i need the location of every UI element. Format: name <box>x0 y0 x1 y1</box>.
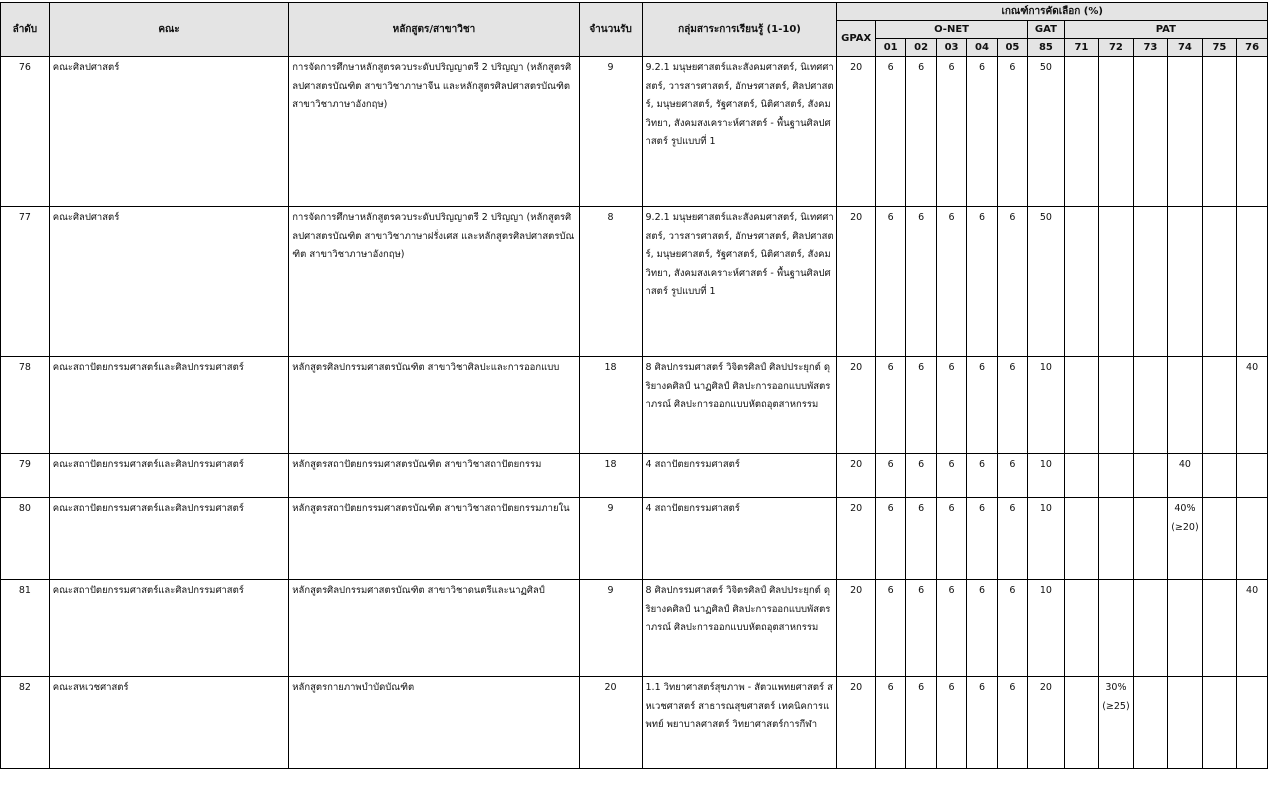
seats-cell: 18 <box>579 454 642 498</box>
gat-cell: 10 <box>1028 454 1065 498</box>
learning-group-cell: 9.2.1 มนุษยศาสตร์และสังคมศาสตร์, นิเทศศาสตร์, วารสารศาสตร์, อักษรศาสตร์, ศิลปศาสตร์, มนุษยศาสตร์, รัฐศาสตร์, นิติศาสตร์, สังคมวิทยา, สังคมสงเคราะห์ศาสตร์ - พื้นฐานศิลปศาสตร์ รูปแบบที่ 1 <box>642 207 837 357</box>
onet-cell: 6 <box>875 454 905 498</box>
pat-cell <box>1202 580 1237 677</box>
gpax-cell: 20 <box>837 677 876 769</box>
onet-cell: 6 <box>875 57 905 207</box>
gat-cell: 50 <box>1028 207 1065 357</box>
faculty-cell: คณะศิลปศาสตร์ <box>49 207 289 357</box>
header-pat-74: 74 <box>1168 39 1203 57</box>
pat-cell: 40 <box>1168 454 1203 498</box>
table-row <box>1 677 1268 769</box>
program-cell: หลักสูตรศิลปกรรมศาสตรบัณฑิต สาขาวิชาศิลปะและการออกแบบ <box>289 357 579 454</box>
pat-cell <box>1202 454 1237 498</box>
faculty-cell: คณะสหเวชศาสตร์ <box>49 677 289 769</box>
header-criteria: เกณฑ์การคัดเลือก (%) <box>837 3 1268 21</box>
onet-cell: 6 <box>967 677 997 769</box>
learning-group-cell: 1.1 วิทยาศาสตร์สุขภาพ - สัตวแพทยศาสตร์ สหเวชศาสตร์ สาธารณสุขศาสตร์ เทคนิคการแพทย์ พยาบาลศาสตร์ วิทยาศาสตร์การกีฬา <box>642 677 837 769</box>
table-header <box>1 3 1268 57</box>
onet-cell: 6 <box>967 454 997 498</box>
onet-cell: 6 <box>875 498 905 580</box>
pat-cell <box>1168 357 1203 454</box>
onet-cell: 6 <box>997 498 1027 580</box>
faculty-cell: คณะสถาปัตยกรรมศาสตร์และศิลปกรรมศาสตร์ <box>49 454 289 498</box>
onet-cell: 6 <box>936 207 966 357</box>
seats-cell: 9 <box>579 580 642 677</box>
pat-cell <box>1202 57 1237 207</box>
header-gpax: GPAX <box>837 21 876 57</box>
onet-cell: 6 <box>967 207 997 357</box>
admission-criteria-table <box>0 2 1268 769</box>
onet-cell: 6 <box>997 677 1027 769</box>
learning-group-cell: 9.2.1 มนุษยศาสตร์และสังคมศาสตร์, นิเทศศาสตร์, วารสารศาสตร์, อักษรศาสตร์, ศิลปศาสตร์, มนุษยศาสตร์, รัฐศาสตร์, นิติศาสตร์, สังคมวิทยา, สังคมสงเคราะห์ศาสตร์ - พื้นฐานศิลปศาสตร์ รูปแบบที่ 1 <box>642 57 837 207</box>
header-gat-85: 85 <box>1028 39 1065 57</box>
pat-cell: 40 <box>1237 357 1268 454</box>
onet-cell: 6 <box>936 454 966 498</box>
onet-cell: 6 <box>906 454 936 498</box>
program-cell: หลักสูตรกายภาพบำบัดบัณฑิต <box>289 677 579 769</box>
header-onet-01: 01 <box>875 39 905 57</box>
pat-cell <box>1202 207 1237 357</box>
pat-cell <box>1064 454 1099 498</box>
header-pat: PAT <box>1064 21 1267 39</box>
gat-cell: 20 <box>1028 677 1065 769</box>
pat-cell <box>1237 207 1268 357</box>
pat-cell <box>1099 580 1134 677</box>
pat-cell <box>1202 357 1237 454</box>
program-cell: การจัดการศึกษาหลักสูตรควบระดับปริญญาตรี 2 ปริญญา (หลักสูตรศิลปศาสตรบัณฑิต สาขาวิชาภาษาฝรั่งเศส และหลักสูตรศิลปศาสตรบัณฑิต สาขาวิชาภาษาอังกฤษ) <box>289 207 579 357</box>
pat-cell <box>1064 580 1099 677</box>
seats-cell: 18 <box>579 357 642 454</box>
pat-cell <box>1099 357 1134 454</box>
header-pat-71: 71 <box>1064 39 1099 57</box>
header-onet: O-NET <box>875 21 1027 39</box>
header-onet-02: 02 <box>906 39 936 57</box>
seats-cell: 9 <box>579 498 642 580</box>
pat-cell <box>1133 357 1168 454</box>
seats-cell: 8 <box>579 207 642 357</box>
table-row <box>1 57 1268 207</box>
onet-cell: 6 <box>906 357 936 454</box>
pat-cell <box>1099 207 1134 357</box>
pat-cell <box>1168 207 1203 357</box>
header-pat-76: 76 <box>1237 39 1268 57</box>
gat-cell: 10 <box>1028 498 1065 580</box>
table-row <box>1 498 1268 580</box>
admission-criteria-sheet <box>0 2 1268 769</box>
seats-cell: 20 <box>579 677 642 769</box>
seats-cell: 9 <box>579 57 642 207</box>
pat-cell <box>1064 677 1099 769</box>
gpax-cell: 20 <box>837 57 876 207</box>
pat-cell <box>1133 57 1168 207</box>
gpax-cell: 20 <box>837 498 876 580</box>
rank-cell: 77 <box>1 207 50 357</box>
onet-cell: 6 <box>997 454 1027 498</box>
learning-group-cell: 4 สถาปัตยกรรมศาสตร์ <box>642 454 837 498</box>
gpax-cell: 20 <box>837 454 876 498</box>
header-onet-04: 04 <box>967 39 997 57</box>
onet-cell: 6 <box>967 57 997 207</box>
table-row <box>1 580 1268 677</box>
faculty-cell: คณะสถาปัตยกรรมศาสตร์และศิลปกรรมศาสตร์ <box>49 580 289 677</box>
pat-cell <box>1237 57 1268 207</box>
header-pat-75: 75 <box>1202 39 1237 57</box>
gat-cell: 10 <box>1028 357 1065 454</box>
program-cell: การจัดการศึกษาหลักสูตรควบระดับปริญญาตรี 2 ปริญญา (หลักสูตรศิลปศาสตรบัณฑิต สาขาวิชาภาษาจีน และหลักสูตรศิลปศาสตรบัณฑิต สาขาวิชาภาษาอังกฤษ) <box>289 57 579 207</box>
pat-cell <box>1237 498 1268 580</box>
onet-cell: 6 <box>875 580 905 677</box>
onet-cell: 6 <box>967 357 997 454</box>
onet-cell: 6 <box>906 207 936 357</box>
onet-cell: 6 <box>906 580 936 677</box>
header-faculty: คณะ <box>49 3 289 57</box>
pat-cell <box>1133 677 1168 769</box>
rank-cell: 81 <box>1 580 50 677</box>
onet-cell: 6 <box>906 57 936 207</box>
pat-cell <box>1099 498 1134 580</box>
header-program: หลักสูตร/สาขาวิชา <box>289 3 579 57</box>
faculty-cell: คณะสถาปัตยกรรมศาสตร์และศิลปกรรมศาสตร์ <box>49 357 289 454</box>
rank-cell: 80 <box>1 498 50 580</box>
pat-cell <box>1168 677 1203 769</box>
onet-cell: 6 <box>936 57 966 207</box>
rank-cell: 82 <box>1 677 50 769</box>
header-rank: ลำดับ <box>1 3 50 57</box>
onet-cell: 6 <box>967 498 997 580</box>
pat-cell <box>1064 498 1099 580</box>
header-gat: GAT <box>1028 21 1065 39</box>
pat-cell <box>1064 207 1099 357</box>
pat-cell <box>1237 677 1268 769</box>
table-row <box>1 207 1268 357</box>
header-pat-73: 73 <box>1133 39 1168 57</box>
onet-cell: 6 <box>997 580 1027 677</box>
pat-cell: 30% (≥25) <box>1099 677 1134 769</box>
pat-cell <box>1133 580 1168 677</box>
pat-cell <box>1133 498 1168 580</box>
gpax-cell: 20 <box>837 580 876 677</box>
pat-cell <box>1099 57 1134 207</box>
gpax-cell: 20 <box>837 207 876 357</box>
pat-cell <box>1133 454 1168 498</box>
onet-cell: 6 <box>967 580 997 677</box>
faculty-cell: คณะสถาปัตยกรรมศาสตร์และศิลปกรรมศาสตร์ <box>49 498 289 580</box>
program-cell: หลักสูตรสถาปัตยกรรมศาสตรบัณฑิต สาขาวิชาสถาปัตยกรรมภายใน <box>289 498 579 580</box>
header-pat-72: 72 <box>1099 39 1134 57</box>
onet-cell: 6 <box>997 57 1027 207</box>
program-cell: หลักสูตรสถาปัตยกรรมศาสตรบัณฑิต สาขาวิชาสถาปัตยกรรม <box>289 454 579 498</box>
onet-cell: 6 <box>936 580 966 677</box>
rank-cell: 78 <box>1 357 50 454</box>
table-row <box>1 454 1268 498</box>
table-body <box>1 57 1268 769</box>
onet-cell: 6 <box>997 207 1027 357</box>
header-seats: จำนวนรับ <box>579 3 642 57</box>
onet-cell: 6 <box>997 357 1027 454</box>
onet-cell: 6 <box>936 498 966 580</box>
pat-cell <box>1202 677 1237 769</box>
pat-cell <box>1064 57 1099 207</box>
onet-cell: 6 <box>875 677 905 769</box>
pat-cell <box>1168 580 1203 677</box>
faculty-cell: คณะศิลปศาสตร์ <box>49 57 289 207</box>
gat-cell: 10 <box>1028 580 1065 677</box>
header-onet-03: 03 <box>936 39 966 57</box>
pat-cell: 40 <box>1237 580 1268 677</box>
program-cell: หลักสูตรศิลปกรรมศาสตรบัณฑิต สาขาวิชาดนตรีและนาฏศิลป์ <box>289 580 579 677</box>
onet-cell: 6 <box>875 207 905 357</box>
onet-cell: 6 <box>936 677 966 769</box>
onet-cell: 6 <box>906 677 936 769</box>
pat-cell <box>1133 207 1168 357</box>
pat-cell <box>1064 357 1099 454</box>
onet-cell: 6 <box>936 357 966 454</box>
pat-cell <box>1202 498 1237 580</box>
rank-cell: 76 <box>1 57 50 207</box>
table-row <box>1 357 1268 454</box>
pat-cell <box>1099 454 1134 498</box>
learning-group-cell: 4 สถาปัตยกรรมศาสตร์ <box>642 498 837 580</box>
learning-group-cell: 8 ศิลปกรรมศาสตร์ วิจิตรศิลป์ ศิลปประยุกต์ ดุริยางคศิลป์ นาฏศิลป์ ศิลปะการออกแบบพัสตราภรณ์ ศิลปะการออกแบบหัตถอุตสาหกรรม <box>642 357 837 454</box>
gpax-cell: 20 <box>837 357 876 454</box>
pat-cell <box>1237 454 1268 498</box>
onet-cell: 6 <box>906 498 936 580</box>
onet-cell: 6 <box>875 357 905 454</box>
rank-cell: 79 <box>1 454 50 498</box>
header-group: กลุ่มสาระการเรียนรู้ (1-10) <box>642 3 837 57</box>
pat-cell <box>1168 57 1203 207</box>
gat-cell: 50 <box>1028 57 1065 207</box>
pat-cell: 40% (≥20) <box>1168 498 1203 580</box>
header-onet-05: 05 <box>997 39 1027 57</box>
learning-group-cell: 8 ศิลปกรรมศาสตร์ วิจิตรศิลป์ ศิลปประยุกต์ ดุริยางคศิลป์ นาฏศิลป์ ศิลปะการออกแบบพัสตราภรณ์ ศิลปะการออกแบบหัตถอุตสาหกรรม <box>642 580 837 677</box>
